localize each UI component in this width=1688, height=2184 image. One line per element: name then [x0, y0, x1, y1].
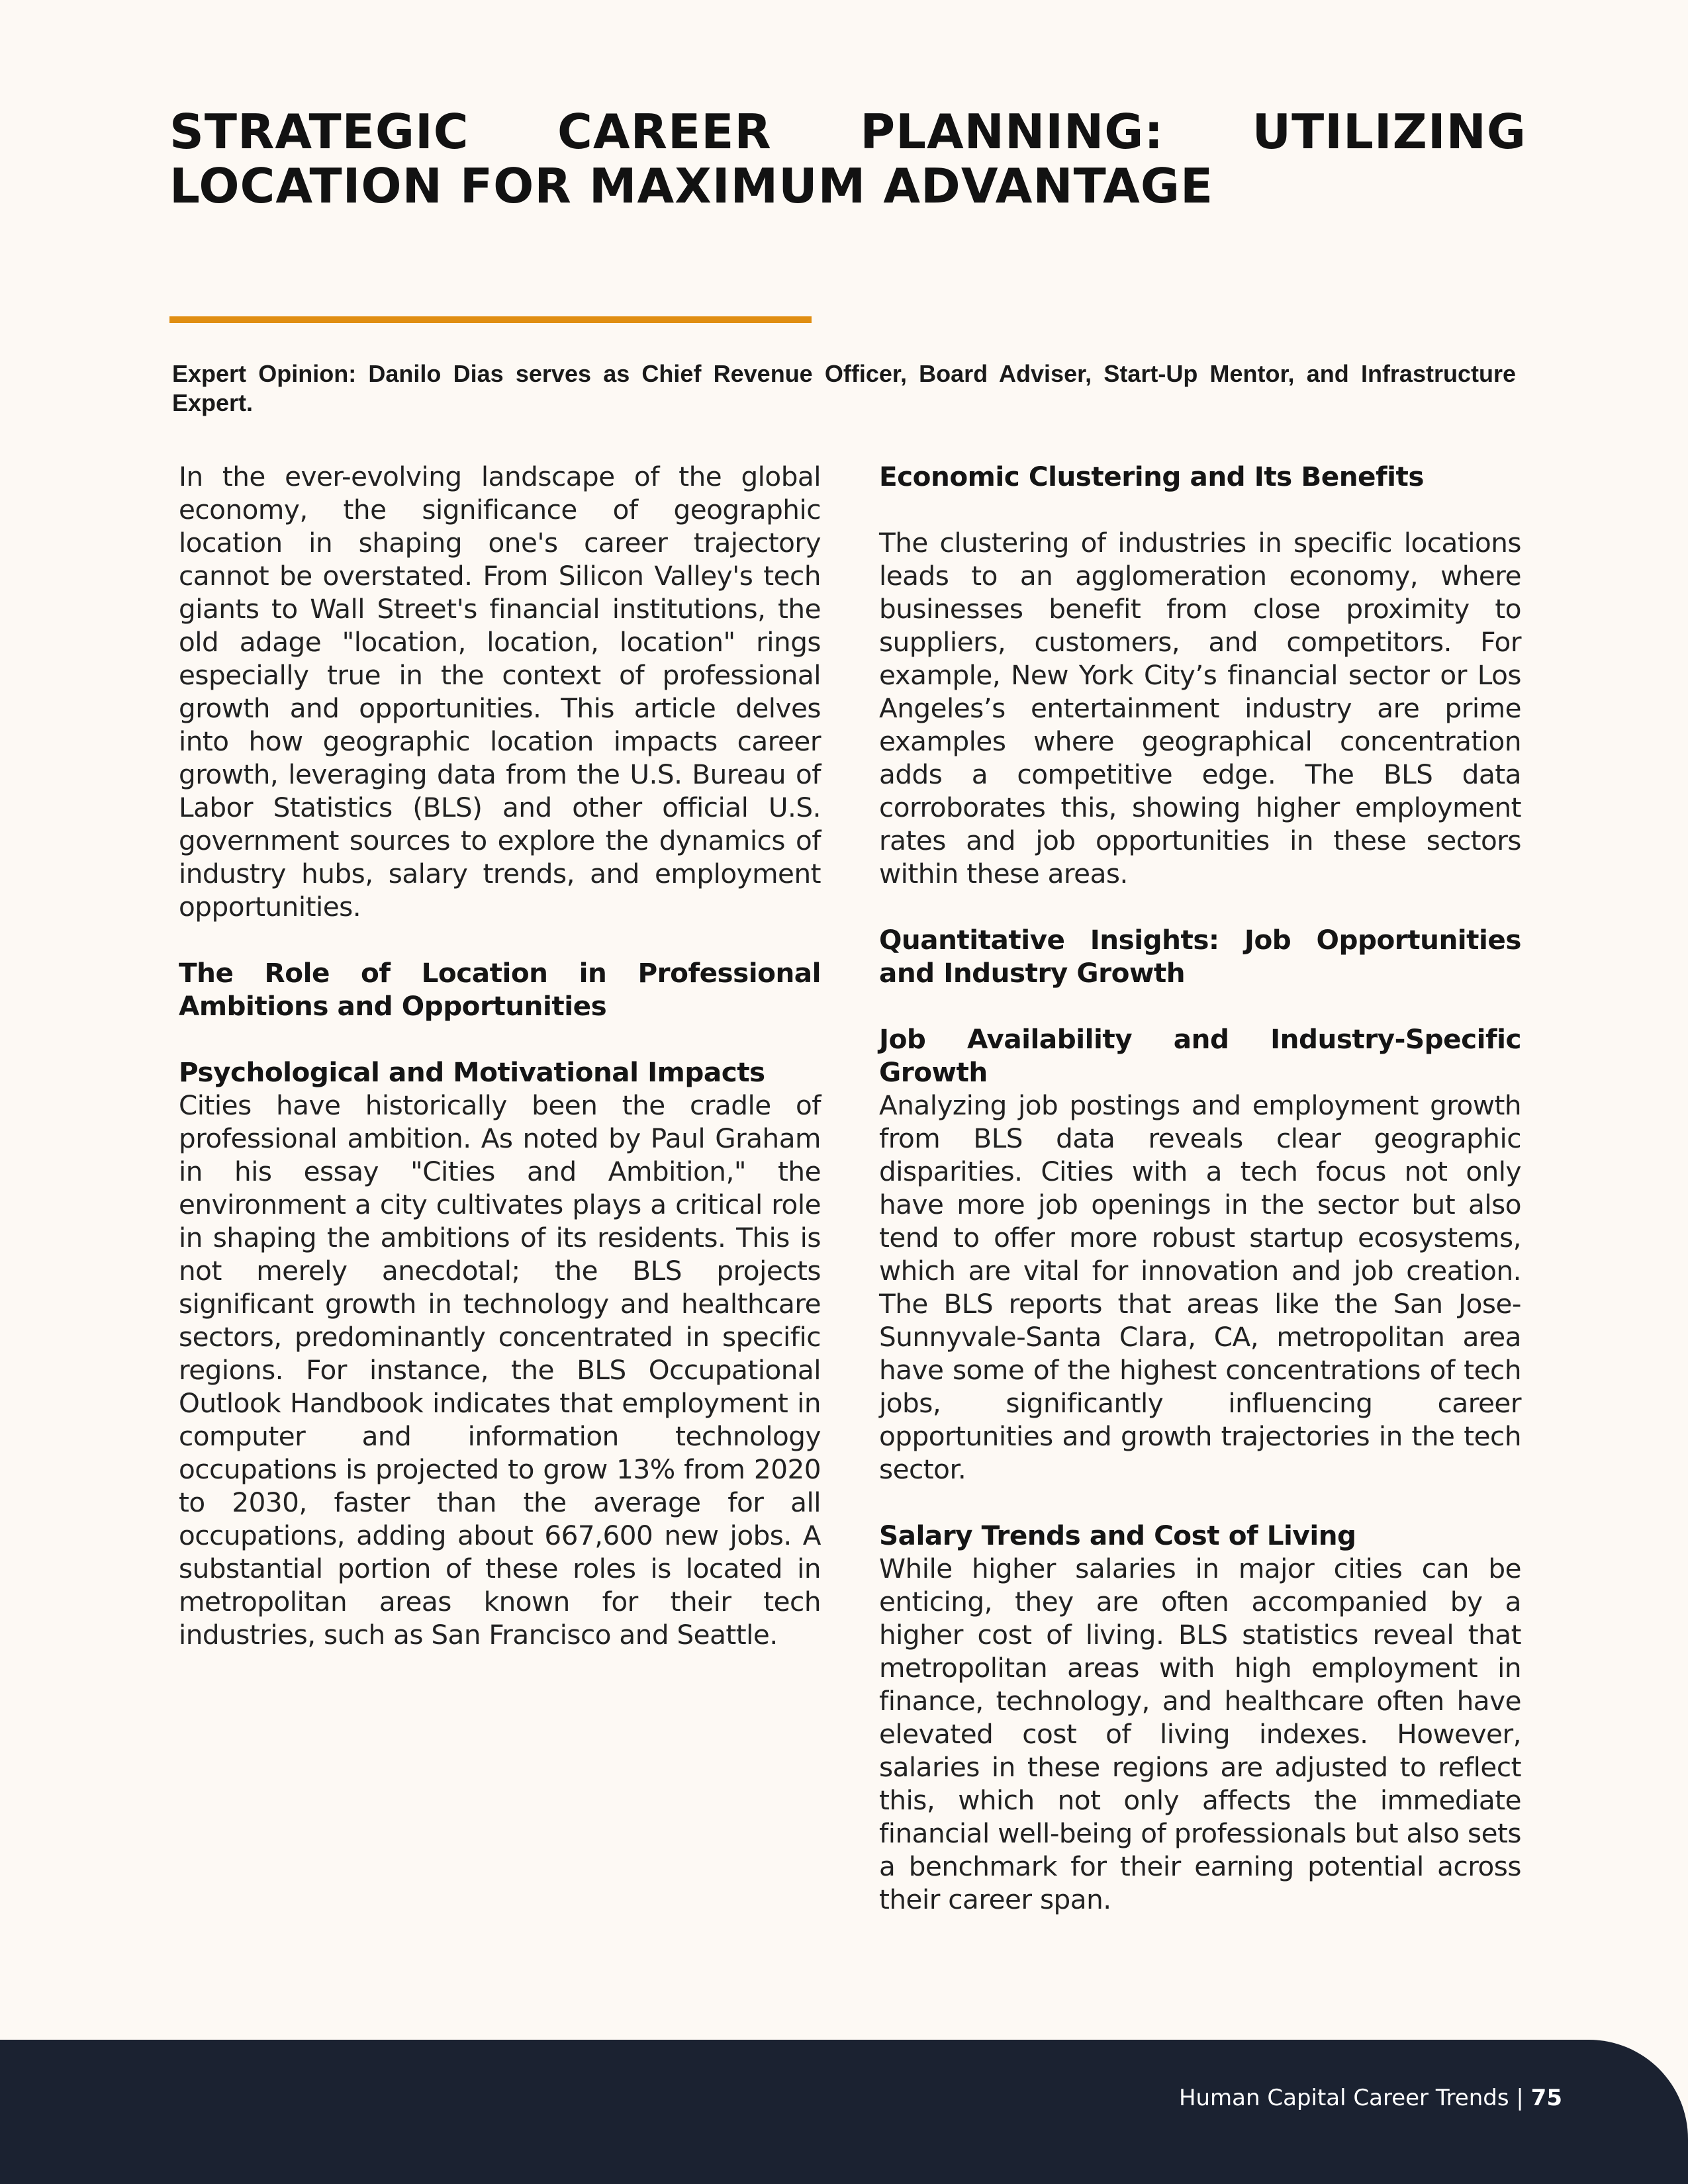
expert-opinion: Expert Opinion: Danilo Dias serves as Chief Revenue Officer, Board Adviser, Start-Up Mentor, and Infrastructure Expert.: [172, 360, 1516, 416]
paragraph-salary-trends: While higher salaries in major cities can be enticing, they are often accompanied by a higher cost of living. BLS statistics reveal that metropolitan areas with high employment in finance, technology, and healthcare often have elevated cost of living indexes. However, salaries in these regions are adjusted to reflect this, which not only affects the immediate financial well-being of professionals but also sets a benchmark for their earning potential across their career span.: [879, 1553, 1521, 1915]
right-column: [879, 460, 1521, 1916]
paragraph-job-availability: Analyzing job postings and employment growth from BLS data reveals clear geographic disparities. Cities with a tech focus not only have more job openings in the sector but also tend to offer more robust startup ecosystems, which are vital for innovation and job creation. The BLS reports that areas like the San Jose-Sunnyvale-Santa Clara, CA, metropolitan area have some of the highest concentrations of tech jobs, significantly influencing career opportunities and growth trajectories in the tech sector.: [879, 1089, 1521, 1485]
paragraph-clustering: The clustering of industries in specific locations leads to an agglomeration economy, where businesses benefit from close proximity to suppliers, customers, and competitors. For example, New York City’s financial sector or Los Angeles’s entertainment industry are prime examples where geographical concentration adds a competitive edge. The BLS data corroborates this, showing higher employment rates and job opportunities in these sectors within these areas.: [879, 527, 1521, 889]
page-number: 75: [1530, 2085, 1562, 2111]
heading-quantitative-insights: Quantitative Insights: Job Opportunities and Industry Growth: [879, 924, 1521, 989]
subheading-psychological-impacts: Psychological and Motivational Impacts: [179, 1056, 765, 1088]
footer-text: [1179, 2085, 1562, 2111]
subheading-job-availability: Job Availability and Industry-Specific Growth: [879, 1023, 1521, 1088]
title-line-1: STRATEGIC CAREER PLANNING: UTILIZING: [169, 104, 1526, 159]
page-title: [169, 105, 1526, 213]
heading-economic-clustering: Economic Clustering and Its Benefits: [879, 461, 1424, 492]
title-line-2: LOCATION FOR MAXIMUM ADVANTAGE: [169, 158, 1214, 214]
body-paragraph-cities: Cities have historically been the cradle of professional ambition. As noted by Paul Graham in his essay "Cities and Ambition," the environment a city cultivates plays a critical role in shaping the ambitions of its residents. This is not merely anecdotal; the BLS projects significant growth in technology and healthcare sectors, predominantly concentrated in specific regions. For instance, the BLS Occupational Outlook Handbook indicates that employment in computer and information technology occupations is projected to grow 13% from 2020 to 2030, faster than the average for all occupations, adding about 667,600 new jobs. A substantial portion of these roles is located in metropolitan areas known for their tech industries, such as San Francisco and Seattle.: [179, 1089, 821, 1651]
page-footer: [0, 2040, 1688, 2184]
section-heading-role-of-location: The Role of Location in Professional Ambitions and Opportunities: [179, 957, 821, 1022]
accent-divider: [169, 316, 812, 323]
subheading-salary-trends: Salary Trends and Cost of Living: [879, 1520, 1356, 1551]
intro-paragraph: In the ever-evolving landscape of the global economy, the significance of geographic location in shaping one's career trajectory cannot be overstated. From Silicon Valley's tech giants to Wall Street's financial institutions, the old adage "location, location, location" rings especially true in the context of professional growth and opportunities. This article delves into how geographic location impacts career growth, leveraging data from the U.S. Bureau of Labor Statistics (BLS) and other official U.S. government sources to explore the dynamics of industry hubs, salary trends, and employment opportunities.: [179, 461, 821, 923]
publication-name: Human Capital Career Trends |: [1178, 2085, 1524, 2111]
left-column: [179, 460, 821, 1651]
